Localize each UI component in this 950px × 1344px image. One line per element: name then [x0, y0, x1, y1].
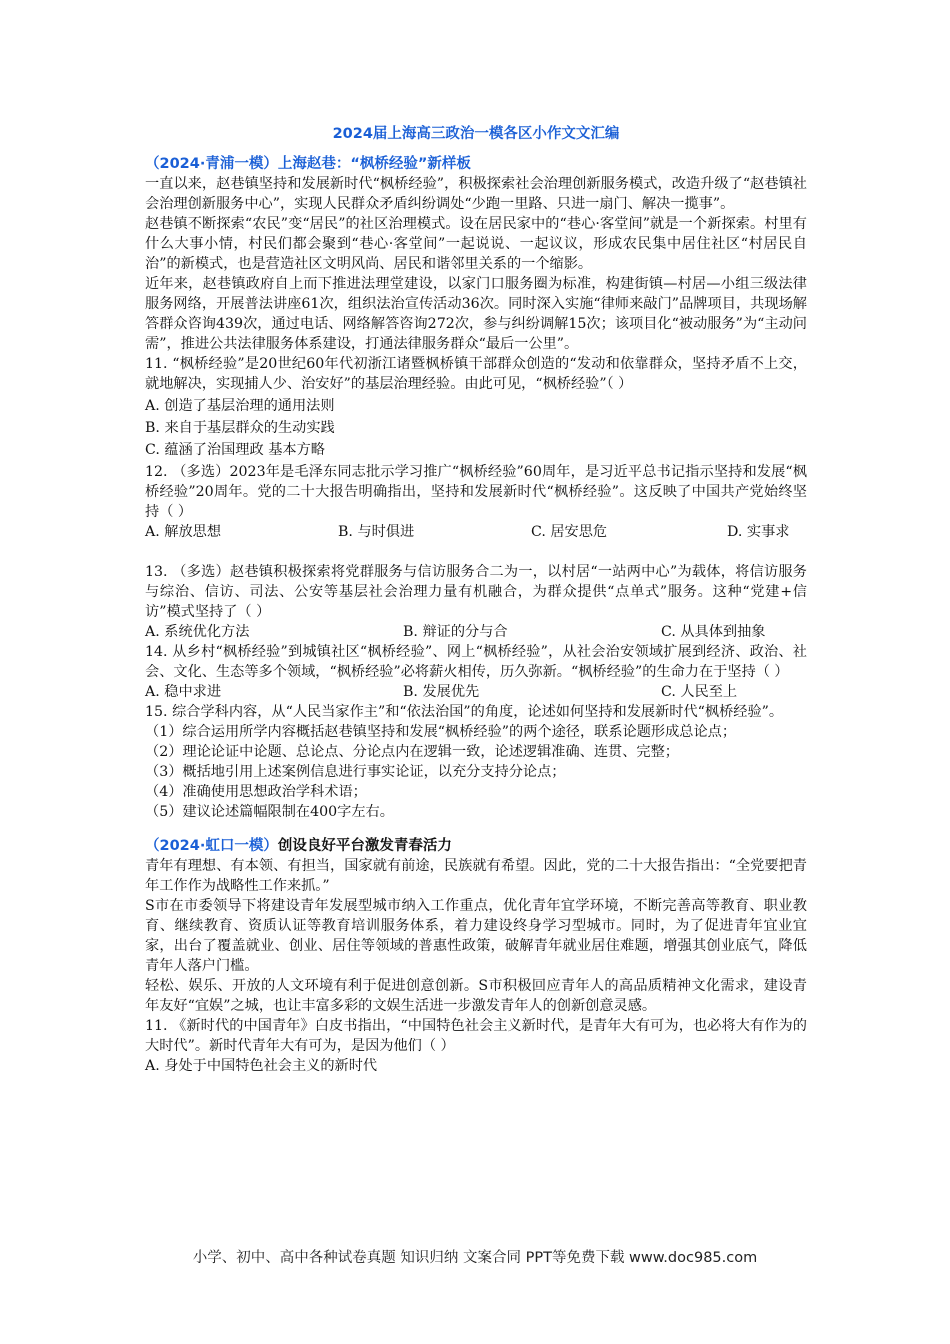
paragraph: 轻松、娱乐、开放的人文环境有利于促进创意创新。S市积极回应青年人的高品质精神文化需求，建设青年友好“宜娱”之城，也让丰富多彩的文娱生活进一步激发青年人的创新创意灵感。 — [145, 978, 807, 1014]
option-c: C. 居安思危 — [531, 524, 608, 540]
section-source: （2024·虹口一模） — [145, 838, 278, 854]
option-a: A. 身处于中国特色社会主义的新时代 — [145, 1058, 378, 1074]
question-13-stem: 13. （多选）赵巷镇积极探索将党群服务与信访服务合二为一，以村居“一站两中心”为载体，将信访服务与综治、信访、司法、公安等基层社会治理力量有机融合，为群众提供“点单式”服务。这种“党建+信访”模式坚持了（ ） — [145, 564, 807, 620]
option-b: B. 来自于基层群众的生动实践 — [145, 420, 335, 436]
option-b: B. 发展优先 — [403, 684, 480, 700]
question-11-stem: 11. “枫桥经验”是20世纪60年代初浙江诸暨枫桥镇干部群众创造的“发动和依靠群众，坚持矛盾不上交，就地解决，实现捕人少、治安好”的基层治理经验。由此可见，“枫桥经验”（ ） — [145, 356, 807, 392]
option-b: B. 辩证的分与合 — [403, 624, 508, 640]
option-a: A. 创造了基层治理的通用法则 — [145, 398, 335, 414]
question-15-stem: 15. 综合学科内容，从“人民当家作主”和“依法治国”的角度，论述如何坚持和发展新时代“枫桥经验”。 — [145, 704, 784, 720]
paragraph: 青年有理想、有本领、有担当，国家就有前途，民族就有希望。因此，党的二十大报告指出：“全党要把青年工作作为战略性工作来抓。” — [145, 858, 807, 894]
option-b: B. 与时俱进 — [338, 524, 415, 540]
requirement: （2）理论论证中论题、总论点、分论点内在逻辑一致，论述逻辑准确、连贯、完整； — [145, 744, 679, 760]
section-title: 创设良好平台激发青春活力 — [277, 838, 452, 854]
section-heading-hongkou — [145, 836, 807, 856]
requirement: （1）综合运用所学内容概括赵巷镇坚持和发展“枫桥经验”的两个途径，联系论题形成总论点； — [145, 724, 737, 740]
question-13-options — [145, 622, 807, 642]
question-11-stem: 11. 《新时代的中国青年》白皮书指出，“中国特色社会主义新时代，是青年大有可为，也必将大有作为的大时代”。新时代青年大有可为，是因为他们（ ） — [145, 1018, 807, 1054]
option-c: C. 从具体到抽象 — [661, 624, 766, 640]
question-12-stem: 12. （多选）2023年是毛泽东同志批示学习推广“枫桥经验”60周年，是习近平总书记指示坚持和发展“枫桥经验”20周年。党的二十大报告明确指出，坚持和发展新时代“枫桥经验”。这反映了中国共产党始终坚持（ ） — [145, 464, 807, 520]
option-a: A. 稳中求进 — [145, 684, 222, 700]
question-14-options — [145, 682, 807, 702]
option-c: C. 人民至上 — [661, 684, 738, 700]
option-d: D. 实事求 — [727, 524, 790, 540]
requirement: （3）概括地引用上述案例信息进行事实论证，以充分支持分论点； — [145, 764, 566, 780]
paragraph: S市在市委领导下将建设青年发展型城市纳入工作重点，优化青年宜学环境，不断完善高等教育、职业教育、继续教育、资质认证等教育培训服务体系，着力建设终身学习型城市。同时，为了促进青年宜业宜家，出台了覆盖就业、创业、居住等领域的普惠性政策，破解青年就业居住难题，增强其创业底气，降低青年人落户门槛。 — [145, 898, 807, 974]
option-a: A. 系统优化方法 — [145, 624, 250, 640]
section-source: （2024·青浦一模） — [145, 156, 278, 172]
requirement: （4）准确使用思想政治学科术语； — [145, 784, 367, 800]
requirement: （5）建议论述篇幅限制在400字左右。 — [145, 804, 394, 820]
section-title: 上海赵巷：“枫桥经验”新样板 — [277, 156, 471, 172]
option-c: C. 蕴涵了治国理政 基本方略 — [145, 442, 325, 458]
document-title: 2024届上海高三政治一模各区小作文文汇编 — [332, 126, 620, 142]
page-footer: 小学、初中、高中各种试卷真题 知识归纳 文案合同 PPT等免费下载 www.doc985.com — [192, 1250, 758, 1266]
document-body — [145, 124, 807, 1076]
question-12-options — [145, 522, 807, 542]
section-heading-qingpu — [145, 154, 807, 174]
question-14-stem: 14. 从乡村“枫桥经验”到城镇社区“枫桥经验”、网上“枫桥经验”，从社会治安领域扩展到经济、政治、社会、文化、生态等多个领域，“枫桥经验”必将薪火相传，历久弥新。“枫桥经验”的生命力在于坚持（ ） — [145, 644, 807, 680]
paragraph: 近年来，赵巷镇政府自上而下推进法理堂建设，以家门口服务圈为标准，构建街镇—村居—小组三级法律服务网络，开展普法讲座61次，组织法治宣传活动36次。同时深入实施“律师来敲门”品牌项目，共现场解答群众咨询439次，通过电话、网络解答咨询272次，参与纠纷调解15次；该项目化“被动服务”为“主动问需”，推进公共法律服务体系建设，打通法律服务群众“最后一公里”。 — [145, 276, 807, 352]
paragraph: 一直以来，赵巷镇坚持和发展新时代“枫桥经验”，积极探索社会治理创新服务模式，改造升级了“赵巷镇社会治理创新服务中心”，实现人民群众矛盾纠纷调处“少跑一里路、只进一扇门、解决一揽事”。 — [145, 176, 807, 212]
option-a: A. 解放思想 — [145, 524, 222, 540]
paragraph: 赵巷镇不断探索“农民”变“居民”的社区治理模式。设在居民家中的“巷心·客堂间”就是一个新探索。村里有什么大事小情，村民们都会聚到“巷心·客堂间”一起说说、一起议议，形成农民集中居住社区“村居民自治”的新模式，也是营造社区文明风尚、居民和谐邻里关系的一个缩影。 — [145, 216, 807, 272]
